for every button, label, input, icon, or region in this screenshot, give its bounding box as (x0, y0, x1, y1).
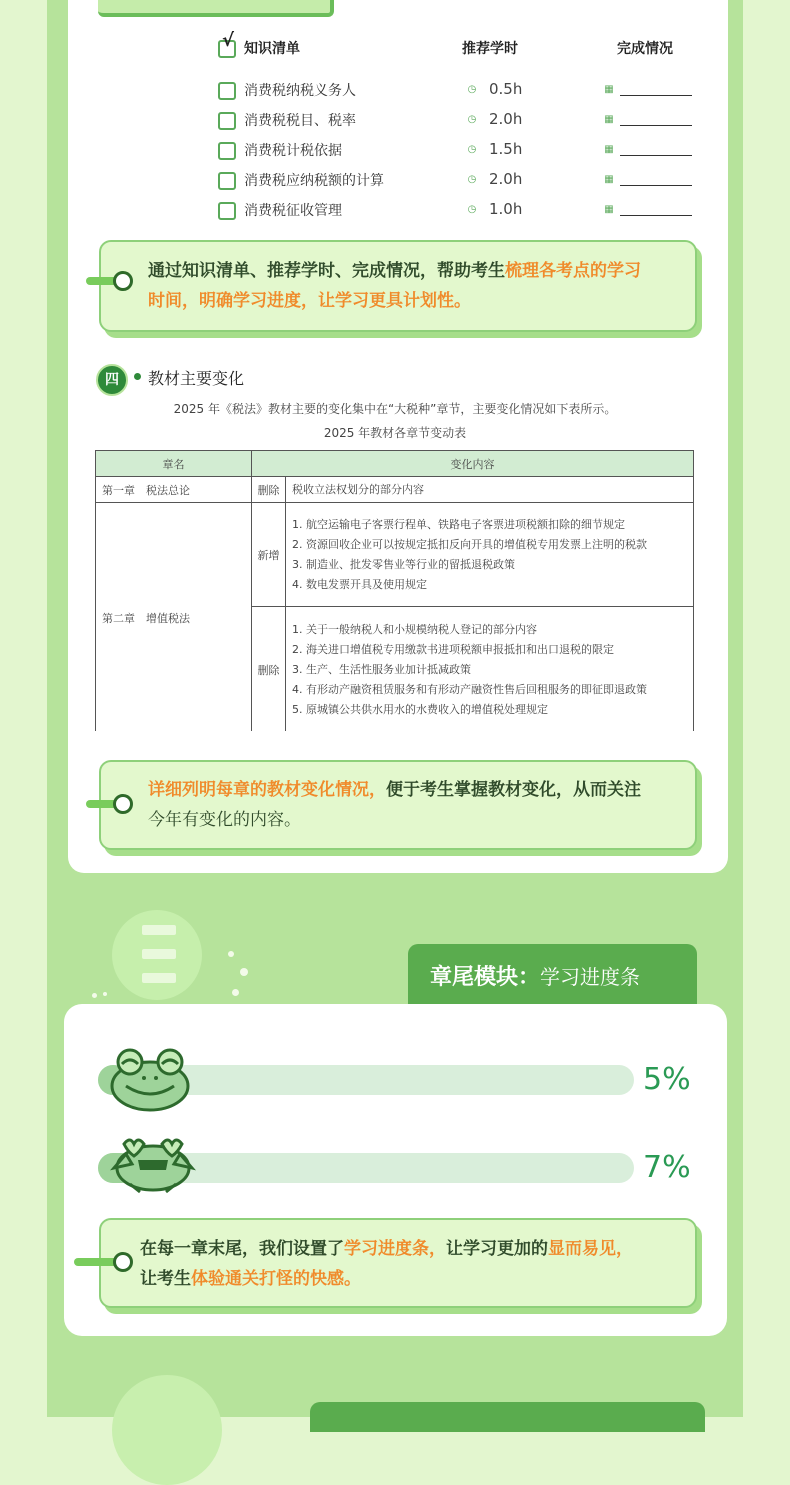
chapter-number-decoration (112, 1375, 222, 1485)
clock-icon: ◷ (467, 174, 477, 185)
change-item: 4. 数电发票开具及使用规定 (292, 577, 427, 591)
section-title: 教材主要变化 (148, 369, 245, 388)
change-item: 3. 制造业、批发零售业等行业的留抵退税政策 (292, 557, 515, 571)
cell-change-type: 删除 (252, 477, 286, 503)
sparkle-decoration (232, 989, 239, 996)
change-item: 2. 资源回收企业可以按规定抵扣反向开具的增值税专用发票上注明的税款 (292, 537, 647, 551)
check-icon: √ (222, 30, 235, 51)
row-topic: 消费税征收管理 (244, 203, 342, 219)
calendar-icon: ▦ (604, 114, 614, 125)
module-title: 章尾模块：学习进度条 (430, 965, 641, 990)
row-checkbox[interactable] (218, 82, 236, 100)
cell-change-items (286, 477, 694, 503)
table-row (96, 477, 694, 503)
row-topic: 消费税税目、税率 (244, 113, 356, 129)
clock-icon: ◷ (467, 84, 477, 95)
sparkle-decoration (240, 968, 248, 976)
col-header-chapter: 章名 (96, 451, 252, 477)
clock-icon: ◷ (467, 144, 477, 155)
cell-chapter: 第二章 增值税法 (96, 503, 252, 733)
row-hours: 1.0h (489, 200, 523, 218)
sparkle-decoration (103, 992, 107, 996)
row-checkbox[interactable] (218, 112, 236, 130)
note-text: 详细列明每章的教材变化情况，便于考生掌握教材变化，从而关注 今年有变化的内容。 (148, 780, 641, 830)
section-description: 2025 年《税法》教材主要的变化集中在“大税种”章节，主要变化情况如下表所示。 (173, 402, 617, 416)
changes-table (95, 450, 694, 733)
callout-pin-dot (113, 271, 133, 291)
change-item: 1. 关于一般纳税人和小规模纳税人登记的部分内容 (292, 622, 537, 636)
row-topic: 消费税纳税义务人 (244, 83, 356, 99)
table-header-row (96, 451, 694, 477)
change-item: 5. 原城镇公共供水用水的水费收入的增值税处理规定 (292, 702, 548, 716)
cell-change-items (286, 503, 694, 607)
row-hours: 0.5h (489, 80, 523, 98)
callout-pin-dot (113, 794, 133, 814)
row-checkbox[interactable] (218, 202, 236, 220)
frog-mascot-icon (108, 1046, 192, 1112)
cell-change-type: 删除 (252, 607, 286, 733)
calendar-icon: ▦ (604, 204, 614, 215)
col-header-changes: 变化内容 (252, 451, 694, 477)
cell-change-items (286, 607, 694, 733)
note-text: 通过知识清单、推荐学时、完成情况，帮助考生梳理各考点的学习 时间，明确学习进度，让学习更具计划性。 (148, 261, 641, 311)
row-checkbox[interactable] (218, 142, 236, 160)
table-crop-edge (94, 731, 696, 737)
callout-pin-dot (113, 1252, 133, 1272)
change-item: 1. 航空运输电子客票行程单、铁路电子客票进项税额扣除的细节规定 (292, 517, 625, 531)
clock-icon: ◷ (467, 114, 477, 125)
header-hours: 推荐学时 (462, 41, 518, 57)
checklist-row (0, 110, 790, 140)
checklist-row (0, 140, 790, 170)
row-topic: 消费税计税依据 (244, 143, 342, 159)
clock-icon: ◷ (467, 204, 477, 215)
change-item: 税收立法权划分的部分内容 (292, 482, 424, 496)
progress-percent: 5% (643, 1062, 691, 1097)
calendar-icon: ▦ (604, 144, 614, 155)
row-hours: 1.5h (489, 140, 523, 158)
module-title-tab (310, 1402, 705, 1432)
table-caption: 2025 年教材各章节变动表 (323, 426, 467, 440)
row-checkbox[interactable] (218, 172, 236, 190)
change-item: 3. 生产、生活性服务业加计抵减政策 (292, 662, 471, 676)
note-text: 在每一章末尾，我们设置了学习进度条，让学习更加的显而易见， 让考生体验通关打怪的快感。 (140, 1239, 633, 1289)
row-hours: 2.0h (489, 110, 523, 128)
row-topic: 消费税应纳税额的计算 (244, 173, 384, 189)
checklist-row (0, 170, 790, 200)
change-item: 4. 有形动产融资租赁服务和有形动产融资性售后回租服务的即征即退政策 (292, 682, 647, 696)
header-status: 完成情况 (617, 41, 673, 57)
calendar-icon: ▦ (604, 84, 614, 95)
row-hours: 2.0h (489, 170, 523, 188)
header-items: 知识清单 (244, 41, 300, 57)
section-bullet (134, 373, 141, 380)
checklist-row (0, 80, 790, 110)
checklist-row (0, 200, 790, 230)
sparkle-decoration (228, 951, 234, 957)
change-item: 2. 海关进口增值税专用缴款书进项税额申报抵扣和出口退税的限定 (292, 642, 614, 656)
status-blank[interactable] (620, 155, 692, 156)
numeral-glyph-decoration (142, 925, 182, 995)
status-blank[interactable] (620, 215, 692, 216)
section-tab-remnant (98, 0, 334, 17)
section-number-badge: 四 (96, 364, 128, 396)
status-blank[interactable] (620, 125, 692, 126)
cell-change-type: 新增 (252, 503, 286, 607)
status-blank[interactable] (620, 95, 692, 96)
calendar-icon: ▦ (604, 174, 614, 185)
status-blank[interactable] (620, 185, 692, 186)
cell-chapter: 第一章 税法总论 (96, 477, 252, 503)
table-row (96, 503, 694, 607)
progress-percent: 7% (643, 1150, 691, 1185)
frog-mascot-heart-eyes-icon (110, 1134, 196, 1196)
sparkle-decoration (92, 993, 97, 998)
